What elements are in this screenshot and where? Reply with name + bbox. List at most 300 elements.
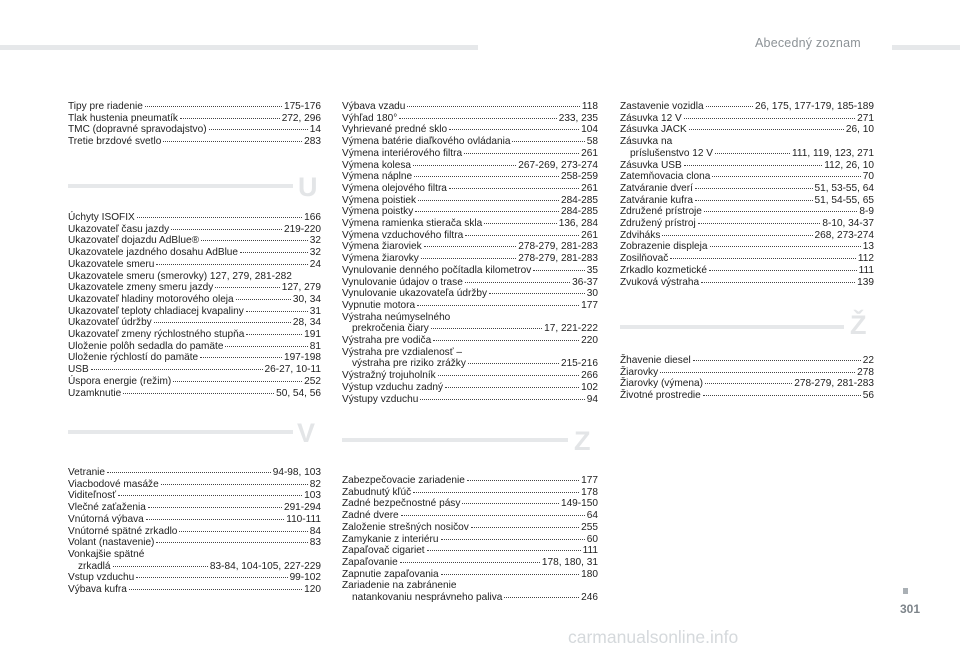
- dot-leader: [462, 503, 559, 504]
- entry-pages: 149-150: [560, 498, 598, 510]
- entry-term: Vypnutie motora: [342, 299, 416, 311]
- dot-leader: [468, 363, 559, 364]
- entry-pages: 14: [309, 124, 321, 136]
- entry-pages: 51, 54-55, 65: [814, 194, 874, 206]
- index-entry: [342, 569, 598, 581]
- index-entry: [68, 502, 321, 514]
- entry-term: Združené prístroje: [620, 206, 702, 218]
- entry-term: Zatváranie kufra: [620, 194, 693, 206]
- entry-pages: 139: [857, 276, 874, 288]
- letter-zh: Ž: [850, 310, 867, 340]
- entry-pages: 17, 221-222: [544, 323, 598, 335]
- index-entry: [342, 487, 598, 499]
- index-entry: [620, 230, 874, 242]
- entry-term: Výmena batérie diaľkového ovládania: [342, 136, 511, 148]
- entry-term: Ukazovateľ zmeny rýchlostného stupňa: [68, 329, 245, 341]
- entry-term: Vynulovanie údajov o trase: [342, 276, 463, 288]
- index-entry: [68, 572, 321, 584]
- entry-term: Zadné bezpečnostné pásy: [342, 498, 461, 510]
- entry-term: TMC (dopravné spravodajstvo): [68, 124, 207, 136]
- entry-term: Výmena olejového filtra: [342, 182, 447, 194]
- index-entry: [620, 355, 874, 367]
- dot-leader: [246, 311, 308, 312]
- dot-leader: [156, 542, 307, 543]
- dot-leader: [441, 539, 585, 540]
- entry-pages: 30, 34: [292, 293, 321, 305]
- dot-leader: [698, 223, 821, 224]
- index-entry: [342, 522, 598, 534]
- entry-pages: 261: [581, 147, 598, 159]
- entry-pages: 233, 235: [558, 112, 598, 124]
- entry-term: Vynulovanie denného počítadla kilometrov: [342, 264, 532, 276]
- index-entry: [68, 467, 321, 479]
- entry-term: Tipy pre riadenie: [68, 101, 143, 112]
- index-column-2-z: [342, 475, 598, 604]
- dot-leader: [670, 258, 856, 259]
- entry-pages: 110-111: [286, 513, 321, 525]
- entry-term: Zabudnutý kľúč: [342, 486, 412, 498]
- entry-pages: 112: [857, 253, 874, 265]
- dot-leader: [123, 393, 274, 394]
- entry-pages: 103: [304, 490, 321, 502]
- index-entry: [620, 378, 874, 390]
- index-entry: [342, 218, 598, 230]
- entry-term: Viacbodové masáže: [68, 478, 159, 490]
- index-entry: [342, 136, 598, 148]
- dot-leader: [465, 235, 579, 236]
- index-entry: [68, 549, 321, 561]
- entry-pages: 102: [581, 381, 598, 393]
- index-entry: [620, 101, 874, 113]
- letter-z: Z: [574, 426, 591, 456]
- dot-leader: [438, 375, 579, 376]
- entry-term: výstraha pre riziko zrážky: [352, 358, 466, 370]
- entry-term: Ukazovatele smeru: [68, 258, 155, 270]
- dot-leader: [695, 200, 813, 201]
- entry-pages: 255: [581, 521, 598, 533]
- index-entry: [68, 124, 321, 136]
- entry-term: Výstražný trojuholník: [342, 370, 436, 382]
- index-entry: [342, 358, 598, 370]
- dot-leader: [137, 217, 302, 218]
- entry-pages: 56: [862, 390, 874, 402]
- index-entry: [68, 376, 321, 388]
- entry-pages: 32: [309, 247, 321, 259]
- entry-term: Vetranie: [68, 467, 106, 478]
- entry-term: Vlečné zaťaženia: [68, 502, 146, 514]
- index-entry: [68, 294, 321, 306]
- dot-leader: [246, 334, 302, 335]
- letter-heading-v: [68, 417, 321, 449]
- letter-heading-u: [68, 171, 321, 203]
- index-entry: [342, 580, 598, 592]
- letter-divider: [68, 430, 293, 434]
- index-entry: [342, 534, 598, 546]
- index-entry: [342, 277, 598, 289]
- index-entry: [620, 124, 874, 136]
- entry-pages: 58: [586, 136, 598, 148]
- entry-term: Zapaľovanie: [342, 556, 398, 568]
- entry-term: Výstraha pre vodiča: [342, 335, 432, 347]
- entry-term: Tlak hustenia pneumatík: [68, 112, 178, 124]
- entry-term: Úspora energie (režim): [68, 375, 172, 387]
- dot-leader: [400, 562, 540, 563]
- entry-term: Ukazovatele jazdného dosahu AdBlue: [68, 247, 239, 259]
- entry-pages: 278-279, 281-283: [518, 241, 598, 253]
- entry-term: Vstup vzduchu: [68, 572, 135, 584]
- entry-term: Zásuvka na: [620, 136, 673, 148]
- entry-pages: 283: [304, 136, 321, 148]
- entry-term: Zatváranie dverí: [620, 182, 693, 194]
- entry-pages: 166: [304, 212, 321, 223]
- dot-leader: [156, 264, 307, 265]
- dot-leader: [417, 305, 579, 306]
- entry-term: Ukazovateľ údržby: [68, 317, 152, 329]
- index-entry: [68, 224, 321, 236]
- dot-leader: [209, 129, 308, 130]
- dot-leader: [161, 484, 308, 485]
- watermark: carmanualsonline.info: [568, 627, 739, 647]
- index-entry: [68, 584, 321, 596]
- index-entry: [342, 160, 598, 172]
- dot-leader: [173, 381, 302, 382]
- entry-term: Zabezpečovacie zariadenie: [342, 475, 465, 486]
- entry-term: Tretie brzdové svetlo: [68, 136, 162, 148]
- dot-leader: [236, 299, 291, 300]
- entry-term: Ukazovateľ času jazdy: [68, 223, 170, 235]
- entry-term: Zamykanie z interiéru: [342, 533, 439, 545]
- index-entry: [68, 537, 321, 549]
- entry-term: Výmena interiérového filtra: [342, 147, 463, 159]
- index-entry: [620, 241, 874, 253]
- index-entry: [68, 341, 321, 353]
- dot-leader: [148, 507, 282, 508]
- entry-term: Zapnutie zapaľovania: [342, 568, 439, 580]
- dot-leader: [445, 387, 579, 388]
- entry-pages: 266: [581, 370, 598, 382]
- index-entry: [620, 253, 874, 265]
- entry-pages: 268, 273-274: [814, 229, 874, 241]
- header-bar-right: [892, 45, 960, 50]
- entry-pages: 278: [857, 366, 874, 378]
- entry-pages: 111: [582, 545, 598, 557]
- index-entry: [68, 212, 321, 224]
- index-entry: [68, 329, 321, 341]
- dot-leader: [512, 141, 584, 142]
- index-entry: [68, 490, 321, 502]
- index-entry: [68, 247, 321, 259]
- entry-term: Ukazovateľ teploty chladiacej kvapaliny: [68, 305, 244, 317]
- entry-pages: 70: [862, 171, 874, 183]
- letter-divider: [342, 438, 568, 442]
- index-entry: [342, 592, 598, 604]
- index-entry: [620, 390, 874, 402]
- entry-term: USB: [68, 364, 89, 376]
- entry-pages: 84: [309, 525, 321, 537]
- dot-leader: [414, 176, 559, 177]
- entry-term: zrkadlá: [78, 560, 111, 572]
- entry-term: Viditeľnosť: [68, 490, 117, 502]
- dot-leader: [179, 531, 307, 532]
- index-entry: [620, 195, 874, 207]
- index-entry: [342, 206, 598, 218]
- index-entry: [620, 183, 874, 195]
- index-entry: [620, 136, 874, 148]
- entry-term: Združený prístroj: [620, 218, 696, 230]
- dot-leader: [154, 322, 291, 323]
- dot-leader: [441, 574, 579, 575]
- dot-leader: [113, 566, 208, 567]
- index-entry: [68, 282, 321, 294]
- dot-leader: [215, 287, 279, 288]
- entry-term: Uloženie polôh sedadla do pamäte: [68, 340, 224, 352]
- entry-pages: 104: [581, 124, 598, 136]
- dot-leader: [504, 597, 579, 598]
- entry-pages: 30: [586, 288, 598, 300]
- entry-term: Zásuvka JACK: [620, 124, 687, 136]
- dot-leader: [91, 369, 263, 370]
- entry-term: Výmena vzduchového filtra: [342, 229, 464, 241]
- dot-leader: [200, 357, 282, 358]
- entry-term: Výbava kufra: [68, 584, 127, 596]
- entry-term: Výmena poistiek: [342, 194, 417, 206]
- dot-leader: [533, 270, 584, 271]
- entry-pages: 284-285: [560, 206, 598, 218]
- entry-pages: 51, 53-55, 64: [814, 182, 874, 194]
- entry-pages: 112, 26, 10: [824, 159, 874, 171]
- dot-leader: [401, 515, 585, 516]
- entry-term: Výmena žiarovky: [342, 253, 419, 265]
- entry-pages: 94: [586, 393, 598, 405]
- index-entry: [342, 510, 598, 522]
- entry-term: Uloženie rýchlostí do pamäte: [68, 352, 199, 364]
- entry-pages: 271: [857, 112, 874, 124]
- index-entry: [620, 218, 874, 230]
- entry-pages: 118: [581, 101, 598, 112]
- dot-leader: [465, 282, 570, 283]
- entry-pages: 81: [309, 340, 321, 352]
- entry-term: Výbava vzadu: [342, 101, 406, 112]
- entry-term: Výmena poistky: [342, 206, 414, 218]
- index-entry: [620, 265, 874, 277]
- entry-term: Žhavenie diesel: [620, 355, 691, 366]
- letter-heading-zh: [620, 312, 874, 344]
- dot-leader: [129, 589, 302, 590]
- index-entry: [68, 306, 321, 318]
- entry-pages: 261: [581, 229, 598, 241]
- entry-pages: 252: [304, 375, 321, 387]
- entry-pages: 28, 34: [292, 317, 321, 329]
- dot-leader: [418, 200, 559, 201]
- entry-pages: 175-176: [283, 101, 321, 112]
- entry-pages: 64: [586, 510, 598, 522]
- entry-pages: 127, 279: [281, 282, 321, 294]
- index-entry: [342, 113, 598, 125]
- dot-leader: [420, 399, 584, 400]
- index-entry: [342, 171, 598, 183]
- index-entry: [342, 183, 598, 195]
- entry-pages: 178, 180, 31: [541, 556, 598, 568]
- entry-pages: 177: [581, 475, 598, 486]
- letter-divider: [68, 184, 293, 188]
- index-entry: [342, 475, 598, 487]
- entry-pages: 178: [581, 486, 598, 498]
- index-entry: [68, 388, 321, 400]
- index-entry: [620, 277, 874, 289]
- entry-term: Výstraha neúmyselného: [342, 311, 451, 323]
- dot-leader: [684, 118, 855, 119]
- entry-pages: 35: [586, 264, 598, 276]
- entry-pages: 258-259: [560, 171, 598, 183]
- index-column-3-zh: [620, 355, 874, 402]
- entry-term: Zariadenie na zabránenie: [342, 580, 457, 592]
- entry-term: prekročenia čiary: [352, 323, 429, 335]
- index-entry: [620, 160, 874, 172]
- dot-leader: [467, 480, 579, 481]
- entry-pages: 32: [309, 235, 321, 247]
- entry-pages: 180: [581, 568, 598, 580]
- dot-leader: [706, 106, 753, 107]
- entry-term: Zapaľovač cigariet: [342, 545, 425, 557]
- index-entry: [342, 370, 598, 382]
- index-entry: [620, 206, 874, 218]
- index-entry: [342, 148, 598, 160]
- entry-pages: 111: [858, 264, 874, 276]
- entry-pages: 197-198: [283, 352, 321, 364]
- entry-pages: 284-285: [560, 194, 598, 206]
- dot-leader: [180, 118, 280, 119]
- dot-leader: [413, 492, 579, 493]
- entry-term: Žiarovky: [620, 366, 659, 378]
- dot-leader: [407, 106, 579, 107]
- index-entry: [342, 241, 598, 253]
- index-entry: [342, 347, 598, 359]
- index-entry: [342, 394, 598, 406]
- entry-term: príslušenstvo 12 V: [630, 147, 714, 159]
- entry-pages: 215-216: [560, 358, 598, 370]
- index-entry: [342, 382, 598, 394]
- dot-leader: [449, 129, 579, 130]
- entry-pages: 99-102: [289, 572, 321, 584]
- entry-term: Uzamknutie: [68, 387, 122, 399]
- entry-term: Žiarovky (výmena): [620, 378, 704, 390]
- section-title: Abecedný zoznam: [755, 36, 861, 50]
- dot-leader: [415, 211, 559, 212]
- entry-pages: 177: [581, 299, 598, 311]
- entry-term: Výmena ramienka stierača skla: [342, 218, 483, 230]
- entry-term: natankovaniu nesprávneho paliva: [352, 592, 503, 604]
- header-bar-left: [0, 45, 478, 50]
- entry-pages: 8-9: [859, 206, 874, 218]
- entry-term: Zosilňovač: [620, 253, 669, 265]
- entry-term: Výhľad 180°: [342, 112, 398, 124]
- dot-leader: [712, 176, 860, 177]
- entry-term: Zdviháks: [620, 229, 661, 241]
- dot-leader: [704, 211, 857, 212]
- entry-pages: 219-220: [283, 223, 321, 235]
- entry-pages: 31: [309, 305, 321, 317]
- index-entry: [620, 113, 874, 125]
- dot-leader: [421, 258, 516, 259]
- entry-pages: 278-279, 281-283: [794, 378, 874, 390]
- entry-term: Volant (nastavenie): [68, 537, 155, 549]
- index-entry: [68, 101, 321, 113]
- entry-pages: 26, 175, 177-179, 185-189: [755, 101, 874, 112]
- entry-pages: 136, 284: [558, 218, 598, 230]
- entry-term: Úchyty ISOFIX: [68, 212, 135, 223]
- dot-leader: [662, 235, 812, 236]
- entry-pages: 13: [862, 241, 874, 253]
- dot-leader: [201, 240, 308, 241]
- dot-leader: [489, 293, 585, 294]
- dot-leader: [705, 383, 792, 384]
- index-entry: [342, 545, 598, 557]
- entry-term: Založenie strešných nosičov: [342, 521, 469, 533]
- dot-leader: [399, 118, 556, 119]
- index-entry: [342, 557, 598, 569]
- entry-pages: 278-279, 281-283: [518, 253, 598, 265]
- dot-leader: [171, 229, 282, 230]
- entry-pages: 50, 54, 56: [276, 387, 321, 399]
- index-entry: [342, 312, 598, 324]
- entry-pages: 291-294: [283, 502, 321, 514]
- entry-term: Vnútorná výbava: [68, 513, 144, 525]
- entry-pages: 8-10, 34-37: [822, 218, 874, 230]
- dot-leader: [471, 527, 579, 528]
- dot-leader: [145, 106, 282, 107]
- entry-pages: 83-84, 104-105, 227-229: [209, 560, 321, 572]
- dot-leader: [118, 495, 302, 496]
- dot-leader: [693, 360, 861, 361]
- entry-term: Zatemňovacia clona: [620, 171, 711, 183]
- dot-leader: [709, 270, 857, 271]
- dot-leader: [464, 153, 579, 154]
- page-number: 301: [900, 602, 921, 616]
- dot-leader: [424, 246, 517, 247]
- dot-leader: [701, 282, 855, 283]
- dot-leader: [225, 346, 307, 347]
- entry-term: Zásuvka 12 V: [620, 112, 682, 124]
- index-entry: [620, 171, 874, 183]
- entry-term: Vyhrievané predné sklo: [342, 124, 448, 136]
- index-entry: [68, 259, 321, 271]
- index-entry: [68, 235, 321, 247]
- index-entry: [620, 148, 874, 160]
- dot-leader: [684, 165, 823, 166]
- letter-u: U: [298, 172, 318, 202]
- entry-pages: 24: [309, 258, 321, 270]
- index-entry: [68, 526, 321, 538]
- entry-pages: 246: [581, 592, 598, 604]
- dot-leader: [431, 328, 542, 329]
- entry-term: Vnútorné spätné zrkadlo: [68, 525, 178, 537]
- letter-heading-z: [342, 425, 598, 457]
- entry-pages: 267-269, 273-274: [518, 159, 598, 171]
- index-entry: [68, 136, 321, 148]
- entry-pages: 272, 296: [281, 112, 321, 124]
- index-column-1-v: [68, 467, 321, 596]
- entry-term: Výmena žiaroviek: [342, 241, 422, 253]
- index-entry: [620, 367, 874, 379]
- index-entry: [342, 335, 598, 347]
- dot-leader: [163, 141, 302, 142]
- index-entry: [68, 352, 321, 364]
- entry-term: Výstraha pre vzdialenosť –: [342, 346, 462, 358]
- entry-pages: 220: [581, 335, 598, 347]
- dot-leader: [433, 340, 579, 341]
- letter-v: V: [297, 418, 316, 448]
- dot-leader: [413, 165, 516, 166]
